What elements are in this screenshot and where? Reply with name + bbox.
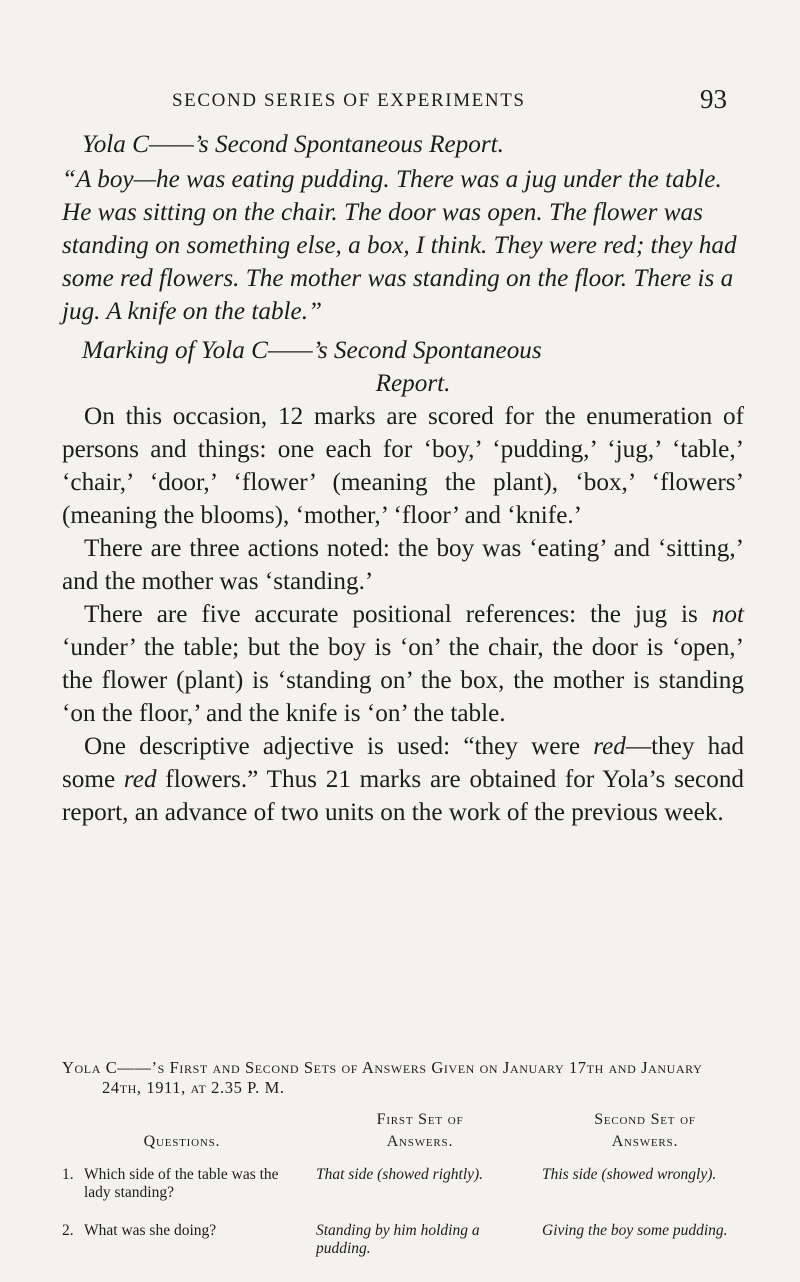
paragraph-enumeration: On this occasion, 12 marks are scored for the enumeration of persons and things: one each for ‘boy,’ ‘pudding,’ ‘jug,’ ‘table,’ ‘chair,’ ‘door,’ ‘flower’ (meaning the plant), ‘box,’ ‘flowers’ (meaning the blooms), ‘mother,’ ‘floor’ and ‘knife.’ [62,403,744,529]
row-first-answer: Standing by him holding a pudding. [316,1222,480,1257]
report-text: “A boy—he was eating pudding. There was a jug under the table. He was sitting on the chair. The door was open. The flower was standing on something else, a box, I think. They were red; they had some red flowers. The mother was standing on the floor. There is a jug. A knife on the table.” [62,166,737,325]
page-number: 93 [700,84,727,114]
table-row [62,1222,744,1282]
column-header-first-line2: Answers. [386,1133,454,1150]
row-second-answer: This side (showed wrongly). [542,1166,717,1183]
body-text [62,128,744,829]
table-caption: Yola C——’s First and Second Sets of Answers Given on January 17th and January 24th, 1911, at 2.35 P. M. [62,1058,703,1097]
column-header-second-line1: Second Set of [594,1111,696,1128]
marking-heading-line2: Report. [375,370,451,397]
row-second-answer: Giving the boy some pudding. [542,1222,728,1239]
row-number: 1. [62,1166,74,1183]
row-number: 2. [62,1222,74,1239]
emphasis-red-2: red [123,766,157,793]
answers-table [62,1058,744,1282]
running-title: SECOND SERIES OF EXPERIMENTS [172,90,526,111]
positional-text-b: ‘under’ the table; but the boy is ‘on’ the chair, the door is ‘open,’ the flower (plant) is ‘standing on’ the box, the mother is standing ‘on the floor,’ and the knife is ‘on’ the table. [62,634,744,727]
row-question: Which side of the table was the lady standing? [84,1166,279,1201]
adjective-text-c: flowers.” Thus 21 marks are obtained for Yola’s second report, an advance of two units on the work of the previous week. [62,766,745,826]
row-question: What was she doing? [84,1222,217,1239]
table-column-headers [62,1110,744,1152]
adjective-text-b: —they had some [62,733,744,793]
report-heading: Yola C——’s Second Spontaneous Report. [82,131,504,158]
emphasis-red-1: red [593,733,626,760]
table-row [62,1166,744,1222]
emphasis-not: not [711,601,744,628]
paragraph-adjective [62,730,744,829]
column-header-second-line2: Answers. [611,1133,679,1150]
column-header-questions: Questions. [143,1133,221,1150]
marking-heading-line1: Marking of Yola C——’s Second Spontaneous [82,337,542,364]
positional-text-a: There are five accurate positional references: the jug is [84,601,712,628]
paragraph-actions: There are three actions noted: the boy was ‘eating’ and ‘sitting,’ and the mother was ‘standing.’ [62,535,744,595]
adjective-text-a: One descriptive adjective is used: “they were [84,733,594,760]
paragraph-positional [62,598,744,730]
table-body [62,1166,744,1282]
row-first-answer: That side (showed rightly). [316,1166,484,1183]
marking-heading [62,334,744,400]
column-header-first-line1: First Set of [376,1111,464,1128]
